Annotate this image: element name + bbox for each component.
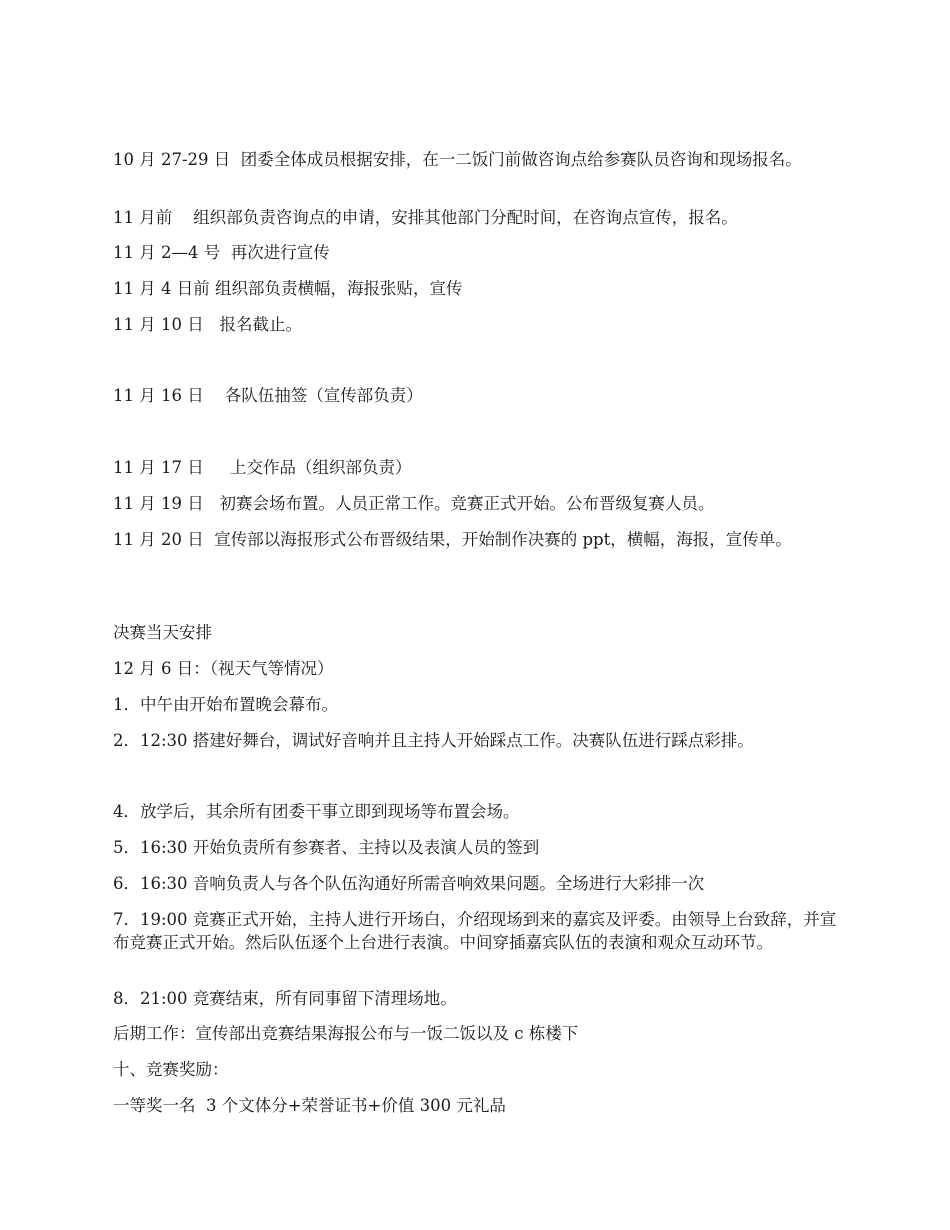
schedule-line-before-nov: 11 月前 组织部负责咨询点的申请，安排其他部门分配时间，在咨询点宣传，报名。 <box>113 208 738 227</box>
awards-heading: 十、竞赛奖励： <box>113 1060 229 1079</box>
final-item-5: 5．16:30 开始负责所有参赛者、主持以及表演人员的签到 <box>113 838 540 857</box>
schedule-line-nov-4: 11 月 4 日前 组织部负责横幅，海报张贴，宣传 <box>113 279 463 298</box>
schedule-line-nov-19: 11 月 19 日 初赛会场布置。人员正常工作。竞赛正式开始。公布晋级复赛人员。 <box>113 494 715 513</box>
final-day-date: 12 月 6 日：（视天气等情况） <box>113 659 334 678</box>
final-item-7: 7．19:00 竞赛正式开始，主持人进行开场白，介绍现场到来的嘉宾及评委。由领导上台致辞，并宣布竞赛正式开始。然后队伍逐个上台进行表演。中间穿插嘉宾队伍的表演和观众互动环节。 <box>113 910 837 952</box>
schedule-line-nov-17: 11 月 17 日 上交作品（组织部负责） <box>113 458 412 477</box>
schedule-line-nov-2-4: 11 月 2—4 号 再次进行宣传 <box>113 243 330 262</box>
schedule-line-nov-16: 11 月 16 日 各队伍抽签（宣传部负责） <box>113 386 423 405</box>
final-item-8: 8．21:00 竞赛结束，所有同事留下清理场地。 <box>113 989 457 1008</box>
post-event-work: 后期工作：宣传部出竞赛结果海报公布与一饭二饭以及 c 栋楼下 <box>113 1024 579 1043</box>
schedule-line-nov-10: 11 月 10 日 报名截止。 <box>113 315 302 334</box>
final-item-2: 2．12:30 搭建好舞台，调试好音响并且主持人开始踩点工作。决赛队伍进行踩点彩排。 <box>113 731 754 750</box>
final-day-heading: 决赛当天安排 <box>113 623 212 642</box>
final-item-1: 1．中午由开始布置晚会幕布。 <box>113 695 338 714</box>
final-item-6: 6．16:30 音响负责人与各个队伍沟通好所需音响效果问题。全场进行大彩排一次 <box>113 874 705 893</box>
final-item-4: 4．放学后，其余所有团委干事立即到现场等布置会场。 <box>113 802 520 821</box>
schedule-line-oct-27-29: 10 月 27-29 日 团委全体成员根据安排，在一二饭门前做咨询点给参赛队员咨询和现场报名。 <box>113 150 802 169</box>
schedule-line-nov-20: 11 月 20 日 宣传部以海报形式公布晋级结果，开始制作决赛的 ppt，横幅，海报，宣传单。 <box>113 530 792 549</box>
first-prize-line: 一等奖一名 3 个文体分+荣誉证书+价值 300 元礼品 <box>113 1096 506 1115</box>
